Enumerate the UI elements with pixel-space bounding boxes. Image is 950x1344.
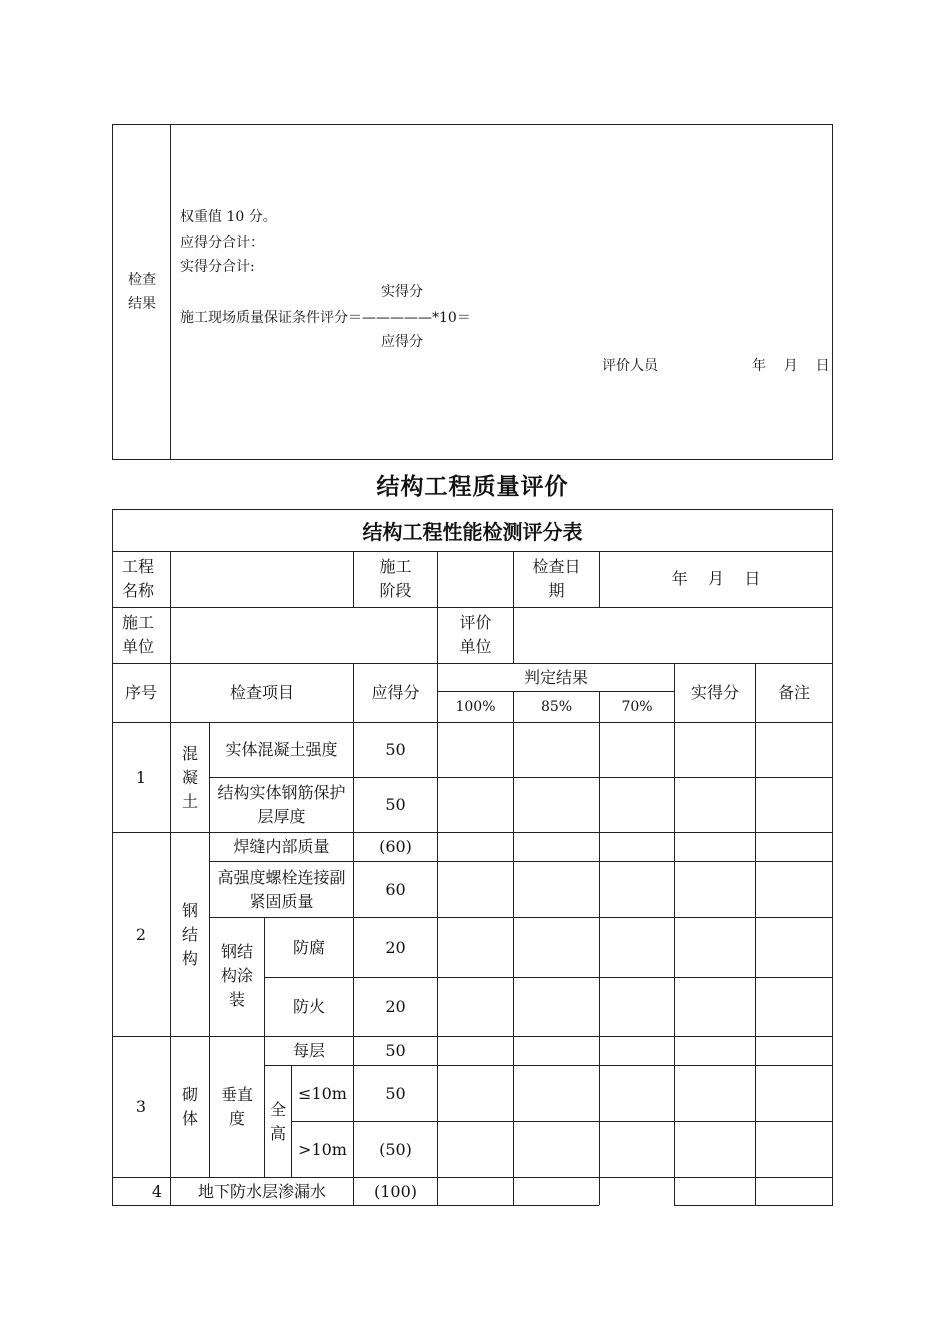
project-name-value[interactable] xyxy=(171,552,353,606)
score-per-floor: 50 xyxy=(385,1041,406,1060)
group-3-category: 砌体 xyxy=(181,1085,198,1128)
row-fireproof: 防火 xyxy=(292,997,325,1016)
inspection-result-box xyxy=(112,124,833,460)
header-judgement: 判定结果 xyxy=(523,667,588,687)
score-over-10m: (50) xyxy=(379,1139,412,1159)
header-item: 检查项目 xyxy=(229,683,294,702)
group-4-number: 4 xyxy=(151,1181,162,1201)
group-2-category: 钢结构 xyxy=(181,900,198,968)
row-waterproof-leakage: 地下防水层渗漏水 xyxy=(197,1181,326,1201)
header-100: 100% xyxy=(455,699,496,715)
header-actual-score: 实得分 xyxy=(690,683,739,702)
group-1-category: 混凝土 xyxy=(181,743,198,811)
weight-text: 权重值 10 分。 xyxy=(180,209,277,225)
construction-stage-value[interactable] xyxy=(438,552,513,606)
header-85: 85% xyxy=(540,699,573,715)
score-weld-quality: (60) xyxy=(379,837,412,856)
actual-total: 实得分合计: xyxy=(180,259,255,275)
verticality-label: 垂直度 xyxy=(220,1085,253,1128)
score-concrete-strength: 50 xyxy=(385,740,406,759)
evaluation-unit-value[interactable] xyxy=(514,608,832,662)
evaluation-date: 年 月 日 xyxy=(752,358,830,374)
row-anticorrosion: 防腐 xyxy=(292,937,325,957)
group-1-number: 1 xyxy=(135,767,147,787)
evaluation-unit-label: 评价 单位 xyxy=(459,613,492,656)
group-2-number: 2 xyxy=(135,924,147,944)
construction-unit-value[interactable] xyxy=(171,608,437,662)
row-per-floor: 每层 xyxy=(292,1041,325,1060)
row-rebar-cover: 结构实体钢筋保护层厚度 xyxy=(217,783,346,826)
steel-coating-label: 钢结构涂装 xyxy=(220,942,253,1009)
row-under-10m: ≤10m xyxy=(298,1083,347,1103)
header-seq: 序号 xyxy=(124,683,157,702)
fraction-numerator: 实得分 xyxy=(381,284,423,300)
construction-stage-label: 施工 阶段 xyxy=(379,557,412,600)
should-total: 应得分合计： xyxy=(180,235,264,251)
score-formula: 施工现场质量保证条件评分＝—————*10＝ xyxy=(180,310,471,326)
inspection-result-label: 检查 结果 xyxy=(128,272,156,312)
score-rebar-cover: 50 xyxy=(385,795,406,814)
header-70: 70% xyxy=(621,699,653,715)
score-under-10m: 50 xyxy=(385,1083,406,1103)
score-anticorrosion: 20 xyxy=(385,937,406,957)
score-bolt-tightening: 60 xyxy=(385,879,406,899)
check-date-label: 检查日 期 xyxy=(532,557,581,600)
header-should-score: 应得分 xyxy=(371,683,420,702)
project-name-label: 工程 名称 xyxy=(122,557,155,600)
table-title: 结构工程性能检测评分表 xyxy=(362,519,583,544)
score-waterproof-leakage: (100) xyxy=(373,1181,418,1201)
full-height-label: 全高 xyxy=(269,1099,286,1143)
row-bolt-tightening: 高强度螺栓连接副紧固质量 xyxy=(217,867,346,911)
page-title: 结构工程质量评价 xyxy=(376,474,569,500)
score-fireproof: 20 xyxy=(385,997,406,1016)
row-over-10m: >10m xyxy=(298,1139,347,1159)
check-date-value[interactable]: 年 月 日 xyxy=(671,569,761,588)
header-remark: 备注 xyxy=(777,683,810,702)
group-3-number: 3 xyxy=(135,1097,147,1116)
evaluator-label: 评价人员 xyxy=(602,358,658,374)
construction-unit-label: 施工 单位 xyxy=(122,613,155,656)
row-weld-quality: 焊缝内部质量 xyxy=(233,837,330,856)
fraction-denominator: 应得分 xyxy=(381,334,423,350)
row-concrete-strength: 实体混凝土强度 xyxy=(225,740,338,759)
